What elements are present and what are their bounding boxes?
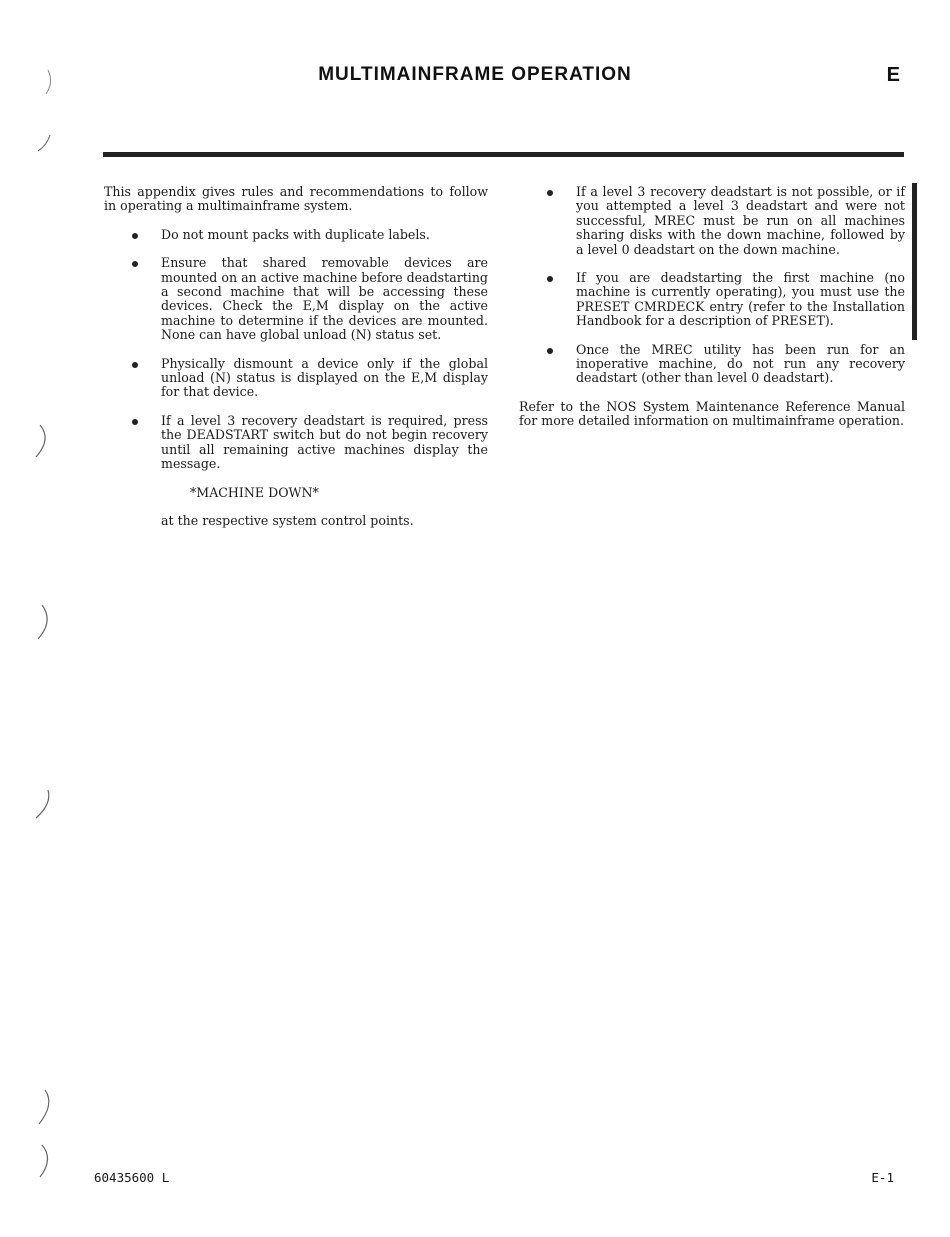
list-item: [104, 357, 488, 400]
list-item-text: Once the MREC utility has been run for an inoperative machine, do not run any recovery deadstart (other than level 0 deadstart).: [576, 341, 905, 386]
list-item: [519, 185, 905, 257]
bullet-icon: [547, 190, 553, 196]
trailing-text: at the respective system control points.: [161, 512, 414, 528]
right-bullet-list: [519, 185, 905, 386]
closing-paragraph: Refer to the NOS System Maintenance Reference Manual for more detailed information on multimainframe operation.: [519, 398, 905, 429]
list-item: [104, 256, 488, 342]
list-item-text: Physically dismount a device only if the global unload (N) status is displayed on the E,M display for that device.: [161, 355, 488, 400]
intro-paragraph: This appendix gives rules and recommendations to follow in operating a multimainframe system.: [104, 184, 488, 214]
list-item: [519, 343, 905, 386]
binder-hole-marks: [0, 0, 70, 1237]
right-column: [519, 185, 905, 429]
header-rule: [103, 152, 904, 157]
list-item: [519, 271, 905, 329]
list-item: [104, 414, 488, 472]
list-item: [104, 228, 488, 242]
list-item-text: If a level 3 recovery deadstart is not possible, or if you attempted a level 3 deadstart and were not successful, MREC must be run on all machines sharing disks with the down machine, followed by a level 0 deadstart on the down machine.: [576, 184, 905, 257]
left-bullet-list: [104, 228, 488, 472]
list-item-text: Ensure that shared removable devices are mounted on an active machine before deadstarting a second machine that will be accessing these devices. Check the E,M display on the active machine to determine if the devices are mounted. None can have global unload (N) status set.: [161, 255, 488, 343]
page-number: E-1: [871, 1170, 894, 1185]
bullet-icon: [132, 362, 138, 368]
left-column: [104, 185, 488, 528]
list-item-text: If you are deadstarting the first machine (no machine is currently operating), you must use the PRESET CMRDECK entry (refer to the Installation Handbook for a description of PRESET).: [576, 270, 905, 329]
console-message: *MACHINE DOWN*: [190, 484, 319, 500]
document-number: 60435600 L: [94, 1170, 170, 1185]
bullet-icon: [547, 276, 553, 282]
list-item-text: Do not mount packs with duplicate labels.: [161, 226, 430, 242]
bullet-icon: [132, 419, 138, 425]
change-bar: [912, 183, 917, 340]
page-title: MULTIMAINFRAME OPERATION: [318, 64, 632, 85]
bullet-icon: [132, 233, 138, 239]
bullet-icon: [132, 261, 138, 267]
appendix-letter: E: [886, 64, 900, 86]
bullet-icon: [547, 348, 553, 354]
list-item-text: If a level 3 recovery deadstart is required, press the DEADSTART switch but do not begin recovery until all remaining active machines display the message.: [161, 412, 488, 472]
